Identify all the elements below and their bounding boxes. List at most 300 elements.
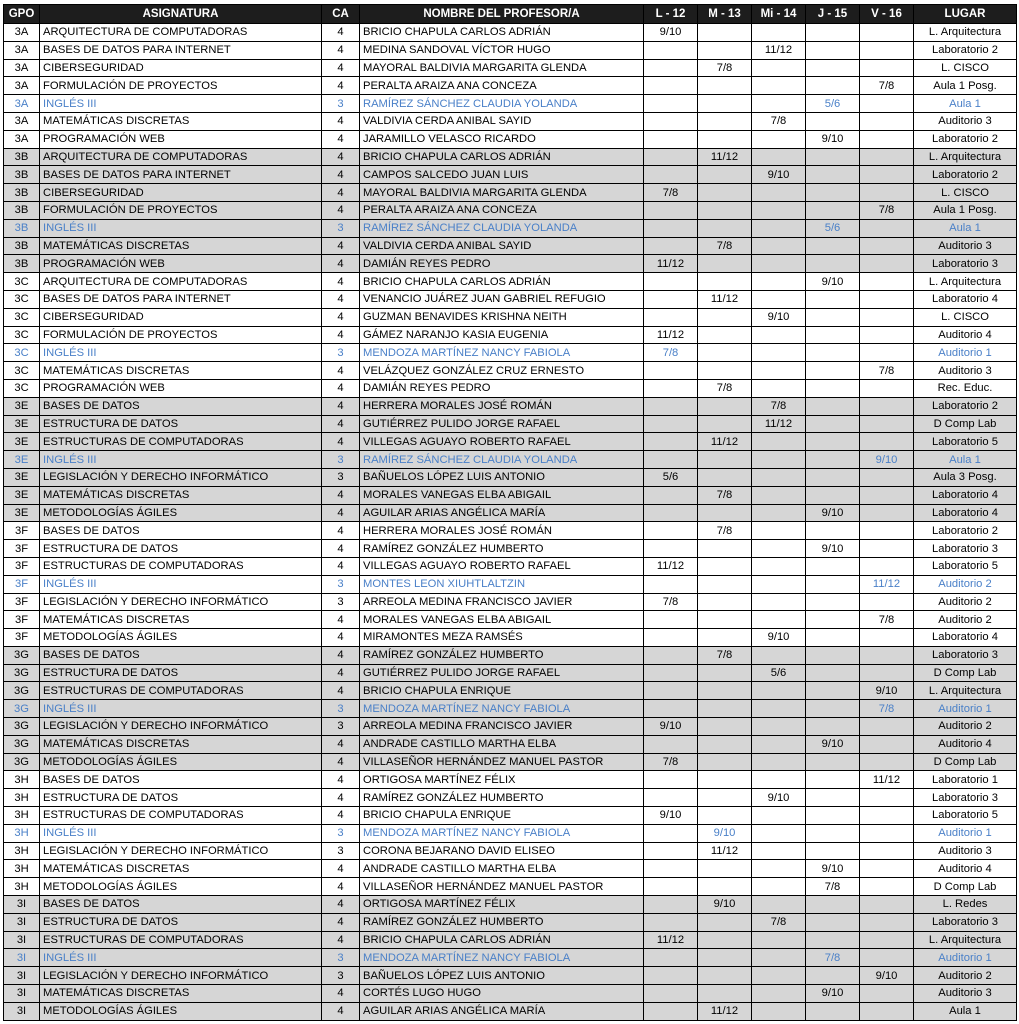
cell-martes: 7/8 xyxy=(698,59,752,77)
cell-miercoles: 9/10 xyxy=(752,166,806,184)
cell-creditos: 4 xyxy=(322,557,360,575)
cell-miercoles xyxy=(752,646,806,664)
cell-grupo: 3B xyxy=(4,166,40,184)
cell-grupo: 3E xyxy=(4,397,40,415)
cell-grupo: 3A xyxy=(4,59,40,77)
cell-grupo: 3C xyxy=(4,308,40,326)
cell-jueves xyxy=(806,290,860,308)
cell-jueves xyxy=(806,148,860,166)
cell-lunes: 5/6 xyxy=(644,468,698,486)
cell-lunes: 11/12 xyxy=(644,557,698,575)
cell-creditos: 4 xyxy=(322,415,360,433)
cell-jueves xyxy=(806,201,860,219)
cell-asignatura: CIBERSEGURIDAD xyxy=(40,59,322,77)
cell-profesor: MAYORAL BALDIVIA MARGARITA GLENDA xyxy=(360,184,644,202)
cell-martes: 9/10 xyxy=(698,824,752,842)
cell-creditos: 4 xyxy=(322,807,360,825)
cell-jueves xyxy=(806,433,860,451)
cell-miercoles xyxy=(752,24,806,42)
cell-miercoles: 9/10 xyxy=(752,308,806,326)
cell-grupo: 3F xyxy=(4,557,40,575)
cell-jueves xyxy=(806,611,860,629)
cell-creditos: 4 xyxy=(322,397,360,415)
cell-viernes xyxy=(860,59,914,77)
cell-asignatura: BASES DE DATOS xyxy=(40,896,322,914)
cell-martes: 11/12 xyxy=(698,1002,752,1020)
cell-miercoles xyxy=(752,95,806,113)
table-row xyxy=(4,468,1017,486)
cell-lugar: Laboratorio 1 xyxy=(914,771,1017,789)
cell-lunes xyxy=(644,504,698,522)
cell-creditos: 4 xyxy=(322,201,360,219)
cell-asignatura: BASES DE DATOS xyxy=(40,771,322,789)
table-row xyxy=(4,718,1017,736)
cell-asignatura: FORMULACIÓN DE PROYECTOS xyxy=(40,77,322,95)
cell-profesor: VELÁZQUEZ GONZÁLEZ CRUZ ERNESTO xyxy=(360,362,644,380)
cell-lugar: D Comp Lab xyxy=(914,415,1017,433)
cell-grupo: 3F xyxy=(4,593,40,611)
cell-viernes xyxy=(860,629,914,647)
cell-lugar: Aula 1 xyxy=(914,451,1017,469)
cell-creditos: 4 xyxy=(322,41,360,59)
cell-jueves xyxy=(806,931,860,949)
cell-profesor: BAÑUELOS LÓPEZ LUIS ANTONIO xyxy=(360,967,644,985)
cell-viernes xyxy=(860,344,914,362)
cell-lugar: L. Arquitectura xyxy=(914,273,1017,291)
cell-miercoles xyxy=(752,433,806,451)
cell-jueves xyxy=(806,255,860,273)
cell-viernes xyxy=(860,415,914,433)
cell-grupo: 3C xyxy=(4,326,40,344)
cell-jueves xyxy=(806,486,860,504)
cell-martes: 11/12 xyxy=(698,148,752,166)
cell-lugar: Laboratorio 3 xyxy=(914,540,1017,558)
cell-jueves xyxy=(806,308,860,326)
cell-viernes xyxy=(860,504,914,522)
cell-lunes xyxy=(644,522,698,540)
cell-martes xyxy=(698,575,752,593)
cell-profesor: RAMÍREZ GONZÁLEZ HUMBERTO xyxy=(360,646,644,664)
table-row xyxy=(4,308,1017,326)
cell-lugar: Laboratorio 4 xyxy=(914,504,1017,522)
cell-lugar: L. Arquitectura xyxy=(914,931,1017,949)
cell-viernes: 9/10 xyxy=(860,967,914,985)
cell-lugar: L. CISCO xyxy=(914,308,1017,326)
cell-viernes xyxy=(860,646,914,664)
cell-grupo: 3F xyxy=(4,575,40,593)
cell-jueves xyxy=(806,362,860,380)
cell-lunes xyxy=(644,611,698,629)
cell-lunes xyxy=(644,1002,698,1020)
cell-profesor: BAÑUELOS LÓPEZ LUIS ANTONIO xyxy=(360,468,644,486)
table-row xyxy=(4,112,1017,130)
cell-jueves xyxy=(806,1002,860,1020)
cell-asignatura: FORMULACIÓN DE PROYECTOS xyxy=(40,201,322,219)
cell-miercoles xyxy=(752,362,806,380)
cell-lunes xyxy=(644,629,698,647)
cell-martes xyxy=(698,166,752,184)
cell-grupo: 3E xyxy=(4,433,40,451)
cell-asignatura: LEGISLACIÓN Y DERECHO INFORMÁTICO xyxy=(40,468,322,486)
cell-asignatura: INGLÉS III xyxy=(40,575,322,593)
cell-viernes xyxy=(860,718,914,736)
cell-lugar: Auditorio 1 xyxy=(914,824,1017,842)
cell-martes xyxy=(698,308,752,326)
cell-jueves: 9/10 xyxy=(806,860,860,878)
table-row xyxy=(4,646,1017,664)
cell-profesor: DAMIÁN REYES PEDRO xyxy=(360,255,644,273)
cell-miercoles xyxy=(752,1002,806,1020)
cell-jueves xyxy=(806,629,860,647)
cell-profesor: BRICIO CHAPULA ENRIQUE xyxy=(360,682,644,700)
table-row xyxy=(4,451,1017,469)
cell-grupo: 3H xyxy=(4,842,40,860)
cell-viernes xyxy=(860,664,914,682)
cell-asignatura: INGLÉS III xyxy=(40,824,322,842)
cell-profesor: BRICIO CHAPULA ENRIQUE xyxy=(360,807,644,825)
cell-miercoles xyxy=(752,468,806,486)
cell-lunes xyxy=(644,130,698,148)
cell-lugar: Auditorio 3 xyxy=(914,362,1017,380)
cell-miercoles xyxy=(752,522,806,540)
cell-lugar: Auditorio 2 xyxy=(914,575,1017,593)
cell-miercoles xyxy=(752,557,806,575)
cell-creditos: 4 xyxy=(322,629,360,647)
cell-martes xyxy=(698,593,752,611)
cell-miercoles xyxy=(752,593,806,611)
cell-creditos: 3 xyxy=(322,824,360,842)
cell-creditos: 4 xyxy=(322,646,360,664)
cell-grupo: 3F xyxy=(4,611,40,629)
cell-lunes xyxy=(644,540,698,558)
cell-grupo: 3H xyxy=(4,878,40,896)
header-ca: CA xyxy=(322,5,360,24)
table-row xyxy=(4,931,1017,949)
cell-grupo: 3I xyxy=(4,1002,40,1020)
cell-asignatura: INGLÉS III xyxy=(40,344,322,362)
cell-martes: 11/12 xyxy=(698,433,752,451)
table-row xyxy=(4,41,1017,59)
cell-martes xyxy=(698,468,752,486)
cell-profesor: PERALTA ARAIZA ANA CONCEZA xyxy=(360,201,644,219)
cell-creditos: 4 xyxy=(322,59,360,77)
cell-profesor: HERRERA MORALES JOSÉ ROMÁN xyxy=(360,522,644,540)
cell-lunes xyxy=(644,219,698,237)
cell-profesor: VENANCIO JUÁREZ JUAN GABRIEL REFUGIO xyxy=(360,290,644,308)
cell-grupo: 3E xyxy=(4,415,40,433)
cell-creditos: 4 xyxy=(322,379,360,397)
cell-lugar: L. Arquitectura xyxy=(914,148,1017,166)
cell-lunes xyxy=(644,682,698,700)
cell-lunes: 11/12 xyxy=(644,326,698,344)
cell-asignatura: INGLÉS III xyxy=(40,949,322,967)
cell-grupo: 3A xyxy=(4,24,40,42)
cell-asignatura: CIBERSEGURIDAD xyxy=(40,184,322,202)
cell-jueves xyxy=(806,77,860,95)
cell-profesor: RAMÍREZ GONZÁLEZ HUMBERTO xyxy=(360,789,644,807)
cell-profesor: VILLASEÑOR HERNÁNDEZ MANUEL PASTOR xyxy=(360,878,644,896)
table-row xyxy=(4,611,1017,629)
table-row xyxy=(4,682,1017,700)
cell-lunes xyxy=(644,771,698,789)
cell-miercoles xyxy=(752,504,806,522)
cell-lugar: Auditorio 1 xyxy=(914,344,1017,362)
cell-creditos: 4 xyxy=(322,1002,360,1020)
schedule-body xyxy=(4,24,1017,1021)
cell-lunes xyxy=(644,77,698,95)
cell-asignatura: BASES DE DATOS xyxy=(40,397,322,415)
cell-miercoles: 7/8 xyxy=(752,397,806,415)
cell-creditos: 4 xyxy=(322,611,360,629)
cell-lugar: Auditorio 1 xyxy=(914,949,1017,967)
cell-martes: 7/8 xyxy=(698,646,752,664)
cell-martes xyxy=(698,77,752,95)
cell-creditos: 4 xyxy=(322,860,360,878)
cell-grupo: 3F xyxy=(4,522,40,540)
cell-profesor: GÁMEZ NARANJO KASIA EUGENIA xyxy=(360,326,644,344)
table-row xyxy=(4,273,1017,291)
cell-asignatura: ARQUITECTURA DE COMPUTADORAS xyxy=(40,273,322,291)
cell-viernes xyxy=(860,931,914,949)
cell-miercoles xyxy=(752,931,806,949)
cell-miercoles xyxy=(752,148,806,166)
cell-viernes xyxy=(860,433,914,451)
cell-miercoles: 7/8 xyxy=(752,112,806,130)
table-row xyxy=(4,1002,1017,1020)
cell-martes xyxy=(698,771,752,789)
cell-viernes xyxy=(860,130,914,148)
schedule-table xyxy=(3,4,1017,1021)
cell-jueves xyxy=(806,771,860,789)
cell-viernes xyxy=(860,397,914,415)
cell-viernes xyxy=(860,486,914,504)
table-row xyxy=(4,219,1017,237)
cell-miercoles xyxy=(752,219,806,237)
cell-viernes xyxy=(860,41,914,59)
cell-lunes: 11/12 xyxy=(644,931,698,949)
table-row xyxy=(4,629,1017,647)
cell-martes xyxy=(698,611,752,629)
cell-jueves xyxy=(806,451,860,469)
cell-viernes xyxy=(860,753,914,771)
cell-jueves xyxy=(806,664,860,682)
cell-creditos: 4 xyxy=(322,504,360,522)
cell-grupo: 3G xyxy=(4,753,40,771)
cell-lunes xyxy=(644,824,698,842)
cell-creditos: 3 xyxy=(322,718,360,736)
cell-asignatura: MATEMÁTICAS DISCRETAS xyxy=(40,860,322,878)
cell-martes xyxy=(698,985,752,1003)
cell-lugar: Aula 1 xyxy=(914,1002,1017,1020)
cell-miercoles xyxy=(752,842,806,860)
cell-lugar: L. CISCO xyxy=(914,59,1017,77)
table-row xyxy=(4,504,1017,522)
cell-grupo: 3H xyxy=(4,860,40,878)
cell-grupo: 3C xyxy=(4,344,40,362)
cell-martes xyxy=(698,913,752,931)
table-row xyxy=(4,166,1017,184)
cell-creditos: 3 xyxy=(322,593,360,611)
cell-grupo: 3H xyxy=(4,789,40,807)
cell-creditos: 4 xyxy=(322,896,360,914)
header-miercoles: Mi - 14 xyxy=(752,5,806,24)
cell-lugar: Laboratorio 4 xyxy=(914,629,1017,647)
cell-lugar: L. Arquitectura xyxy=(914,682,1017,700)
cell-jueves: 9/10 xyxy=(806,540,860,558)
cell-profesor: GUTIÉRREZ PULIDO JORGE RAFAEL xyxy=(360,664,644,682)
cell-lunes: 9/10 xyxy=(644,807,698,825)
cell-asignatura: INGLÉS III xyxy=(40,451,322,469)
cell-profesor: AGUILAR ARIAS ANGÉLICA MARÍA xyxy=(360,504,644,522)
cell-martes xyxy=(698,860,752,878)
cell-lugar: Laboratorio 3 xyxy=(914,255,1017,273)
cell-lunes xyxy=(644,789,698,807)
table-row xyxy=(4,860,1017,878)
cell-miercoles xyxy=(752,326,806,344)
cell-grupo: 3B xyxy=(4,219,40,237)
cell-creditos: 4 xyxy=(322,771,360,789)
cell-lunes xyxy=(644,397,698,415)
cell-jueves: 7/8 xyxy=(806,878,860,896)
cell-lugar: Laboratorio 2 xyxy=(914,130,1017,148)
cell-grupo: 3I xyxy=(4,931,40,949)
cell-viernes xyxy=(860,913,914,931)
cell-viernes xyxy=(860,184,914,202)
cell-martes: 7/8 xyxy=(698,237,752,255)
cell-grupo: 3I xyxy=(4,985,40,1003)
cell-miercoles: 11/12 xyxy=(752,415,806,433)
cell-asignatura: BASES DE DATOS PARA INTERNET xyxy=(40,41,322,59)
cell-miercoles xyxy=(752,985,806,1003)
cell-grupo: 3E xyxy=(4,504,40,522)
cell-lunes: 9/10 xyxy=(644,718,698,736)
header-lugar: LUGAR xyxy=(914,5,1017,24)
cell-jueves xyxy=(806,557,860,575)
table-row xyxy=(4,967,1017,985)
table-row xyxy=(4,896,1017,914)
cell-viernes: 11/12 xyxy=(860,771,914,789)
cell-martes xyxy=(698,255,752,273)
table-row xyxy=(4,379,1017,397)
cell-miercoles xyxy=(752,130,806,148)
cell-martes: 9/10 xyxy=(698,896,752,914)
cell-lugar: Auditorio 3 xyxy=(914,985,1017,1003)
table-row xyxy=(4,433,1017,451)
cell-martes: 7/8 xyxy=(698,522,752,540)
cell-asignatura: MATEMÁTICAS DISCRETAS xyxy=(40,735,322,753)
cell-creditos: 4 xyxy=(322,77,360,95)
cell-lugar: Aula 3 Posg. xyxy=(914,468,1017,486)
table-row xyxy=(4,913,1017,931)
cell-grupo: 3H xyxy=(4,807,40,825)
table-row xyxy=(4,593,1017,611)
cell-asignatura: ESTRUCTURAS DE COMPUTADORAS xyxy=(40,807,322,825)
header-gpo: GPO xyxy=(4,5,40,24)
cell-viernes xyxy=(860,949,914,967)
cell-profesor: ORTIGOSA MARTÍNEZ FÉLIX xyxy=(360,771,644,789)
cell-viernes xyxy=(860,860,914,878)
table-row xyxy=(4,824,1017,842)
cell-jueves: 9/10 xyxy=(806,273,860,291)
header-viernes: V - 16 xyxy=(860,5,914,24)
cell-lugar: D Comp Lab xyxy=(914,753,1017,771)
cell-lunes xyxy=(644,112,698,130)
cell-viernes xyxy=(860,255,914,273)
cell-creditos: 4 xyxy=(322,326,360,344)
cell-martes xyxy=(698,878,752,896)
header-martes: M - 13 xyxy=(698,5,752,24)
table-row xyxy=(4,771,1017,789)
table-row xyxy=(4,700,1017,718)
cell-asignatura: ESTRUCTURA DE DATOS xyxy=(40,415,322,433)
cell-asignatura: LEGISLACIÓN Y DERECHO INFORMÁTICO xyxy=(40,967,322,985)
cell-profesor: BRICIO CHAPULA CARLOS ADRIÁN xyxy=(360,931,644,949)
cell-lunes xyxy=(644,59,698,77)
cell-grupo: 3F xyxy=(4,629,40,647)
cell-martes xyxy=(698,24,752,42)
cell-lugar: Laboratorio 4 xyxy=(914,290,1017,308)
cell-miercoles xyxy=(752,753,806,771)
cell-jueves xyxy=(806,468,860,486)
cell-creditos: 4 xyxy=(322,913,360,931)
cell-viernes xyxy=(860,522,914,540)
cell-martes: 7/8 xyxy=(698,486,752,504)
cell-lugar: Auditorio 3 xyxy=(914,842,1017,860)
cell-creditos: 4 xyxy=(322,112,360,130)
cell-viernes xyxy=(860,290,914,308)
cell-martes xyxy=(698,130,752,148)
cell-asignatura: ESTRUCTURAS DE COMPUTADORAS xyxy=(40,557,322,575)
cell-creditos: 4 xyxy=(322,735,360,753)
cell-jueves xyxy=(806,718,860,736)
cell-grupo: 3A xyxy=(4,130,40,148)
cell-viernes xyxy=(860,789,914,807)
cell-martes: 7/8 xyxy=(698,379,752,397)
cell-grupo: 3A xyxy=(4,77,40,95)
cell-jueves xyxy=(806,789,860,807)
cell-miercoles xyxy=(752,967,806,985)
cell-viernes xyxy=(860,326,914,344)
cell-viernes: 9/10 xyxy=(860,451,914,469)
cell-profesor: DAMIÁN REYES PEDRO xyxy=(360,379,644,397)
cell-lunes xyxy=(644,237,698,255)
cell-profesor: AGUILAR ARIAS ANGÉLICA MARÍA xyxy=(360,1002,644,1020)
cell-martes xyxy=(698,931,752,949)
cell-profesor: RAMÍREZ GONZÁLEZ HUMBERTO xyxy=(360,540,644,558)
cell-viernes xyxy=(860,112,914,130)
cell-grupo: 3G xyxy=(4,700,40,718)
cell-profesor: JARAMILLO VELASCO RICARDO xyxy=(360,130,644,148)
cell-martes xyxy=(698,273,752,291)
table-row xyxy=(4,59,1017,77)
cell-lunes xyxy=(644,166,698,184)
cell-lugar: Aula 1 Posg. xyxy=(914,201,1017,219)
cell-profesor: MEDINA SANDOVAL VÍCTOR HUGO xyxy=(360,41,644,59)
cell-lunes xyxy=(644,486,698,504)
table-row xyxy=(4,878,1017,896)
cell-miercoles xyxy=(752,735,806,753)
cell-asignatura: MATEMÁTICAS DISCRETAS xyxy=(40,112,322,130)
cell-martes xyxy=(698,700,752,718)
cell-miercoles xyxy=(752,771,806,789)
cell-lunes xyxy=(644,575,698,593)
cell-viernes xyxy=(860,308,914,326)
cell-viernes: 9/10 xyxy=(860,682,914,700)
cell-jueves: 5/6 xyxy=(806,219,860,237)
cell-jueves xyxy=(806,326,860,344)
cell-grupo: 3I xyxy=(4,949,40,967)
cell-lugar: Laboratorio 5 xyxy=(914,433,1017,451)
